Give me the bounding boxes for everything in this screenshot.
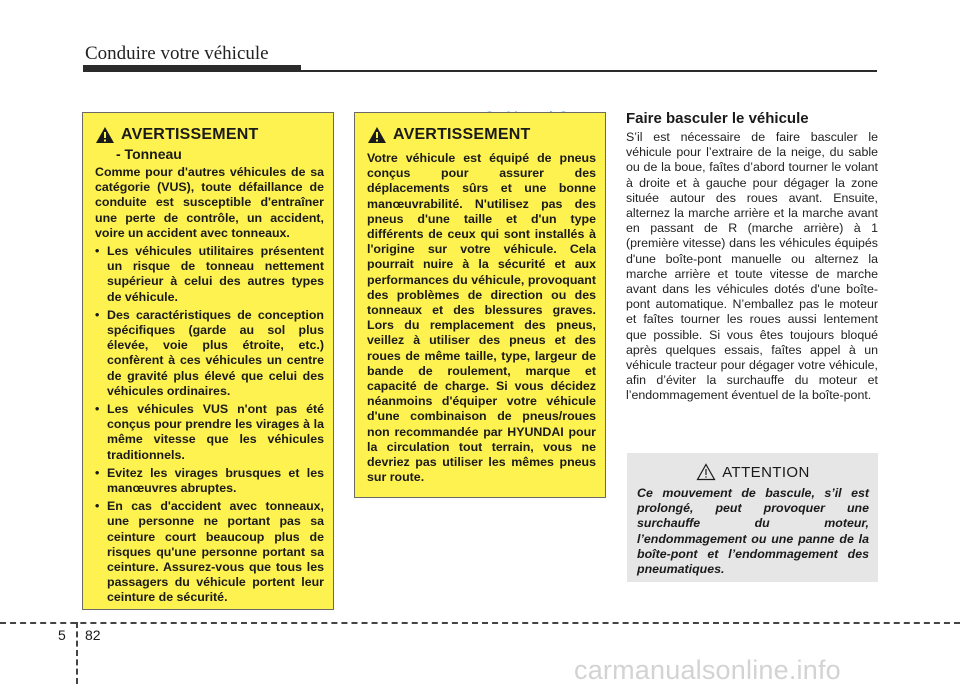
footer-vertical-divider: [76, 622, 78, 684]
warning-subtitle: - Tonneau: [116, 146, 182, 162]
warning-bullet: • Les véhicules VUS n'ont pas été conçus pour prendre les virages à la même vitesse que les véhicules traditionnels.: [95, 402, 324, 463]
page-header-title: Conduire votre véhicule: [85, 43, 269, 64]
warning-title: AVERTISSEMENT: [121, 126, 259, 143]
tire-warning-box: [354, 112, 606, 498]
warning-bullet: • En cas d'accident avec tonneaux, une personne ne portant pas sa ceinture court beaucoup plus de risques qu'une personne portant sa ceinture. Assurez-vous que tous les passagers du véhicule portent leur ceinture de sécurité.: [95, 499, 324, 605]
rocking-vehicle-section: [626, 110, 878, 404]
warning-bullet-list: [95, 244, 324, 606]
header-rule: [83, 70, 877, 72]
attention-header: [637, 463, 869, 481]
attention-box: [627, 453, 878, 582]
warning-header: [95, 125, 324, 145]
warning-bullet: • Les véhicules utilitaires présentent un risque de tonneau nettement supérieur à celui des autres types de véhicule.: [95, 244, 324, 305]
warning-bullet: • Evitez les virages brusques et les manœuvres abruptes.: [95, 466, 324, 496]
attention-text: Ce mouvement de bascule, s’il est prolongé, peut provoquer une surchauffe du moteur, l’endommagement ou une panne de la boîte-pont et l’endommagement des pneumatiques.: [637, 486, 869, 577]
chapter-number: 5: [58, 627, 66, 643]
caution-triangle-icon: [696, 463, 716, 481]
warning-triangle-icon: [367, 126, 387, 144]
footer-divider: [0, 622, 960, 624]
watermark-text: carmanualsonline.info: [574, 655, 841, 685]
attention-title: ATTENTION: [722, 463, 810, 481]
warning-title: AVERTISSEMENT: [393, 126, 531, 143]
warning-header: [367, 125, 596, 145]
warning-bullet: • Des caractéristiques de conception spécifiques (garde au sol plus élevée, voie plus étroite, etc.) confèrent à ces véhicules un centre de gravité plus élevé que celui des véhicules ordinaires.: [95, 308, 324, 399]
section-body: S’il est nécessaire de faire basculer le véhicule pour l’extraire de la neige, du sable ou de la boue, faîtes d’abord tourner le volant à droite et à gauche pour dégager la zone située autour des roues avant. Ensuite, alternez la marche arrière et la marche avant en passant de R (marche arrière) à 1 (première vitesse) dans les véhicules équipés d'une boîte-pont manuelle ou alternez la marche arrière et toute vitesse de marche avant dans les véhicules dotés d'une boîte-pont automatique. N’emballez pas le moteur et faîtes tourner les roues aussi lentement que possible. Si vous êtes toujours bloqué après quelques essais, faîtes appel à un véhicule tracteur pour dégager votre véhicule, afin d’éviter la surchauffe du moteur et l’endommagement éventuel de la boîte-pont.: [626, 130, 878, 403]
section-title: Faire basculer le véhicule: [626, 110, 809, 127]
page-number: 82: [85, 627, 101, 643]
warning-triangle-icon: [95, 126, 115, 144]
warning-intro: Comme pour d'autres véhicules de sa catégorie (VUS), toute défaillance de conduite est susceptible d'entraîner une perte de contrôle, un accident, voire un accident avec tonneaux.: [95, 165, 324, 240]
rollover-warning-box: [82, 112, 334, 610]
warning-text: Votre véhicule est équipé de pneus conçus pour assurer des déplacements sûrs et une bonne manœuvrabilité. N'utilisez pas des pneus d'une taille et d'un type différents de ceux qui sont installés à l'origine sur votre véhicule. Cela pourrait nuire à la sécurité et aux performances du véhicule, provoquant des problèmes de direction ou des tonneaux et des blessures graves. Lors du remplacement des pneus, veillez à utiliser des pneus et des roues de même taille, type, largeur de bande de roulement, marque et capacité de charge. Si vous décidez néanmoins d'équiper votre véhicule d'une combinaison de pneus/roues non recommandée par HYUNDAI pour la circulation tout terrain, vous ne devriez pas utiliser les mêmes pneus sur route.: [367, 151, 596, 485]
